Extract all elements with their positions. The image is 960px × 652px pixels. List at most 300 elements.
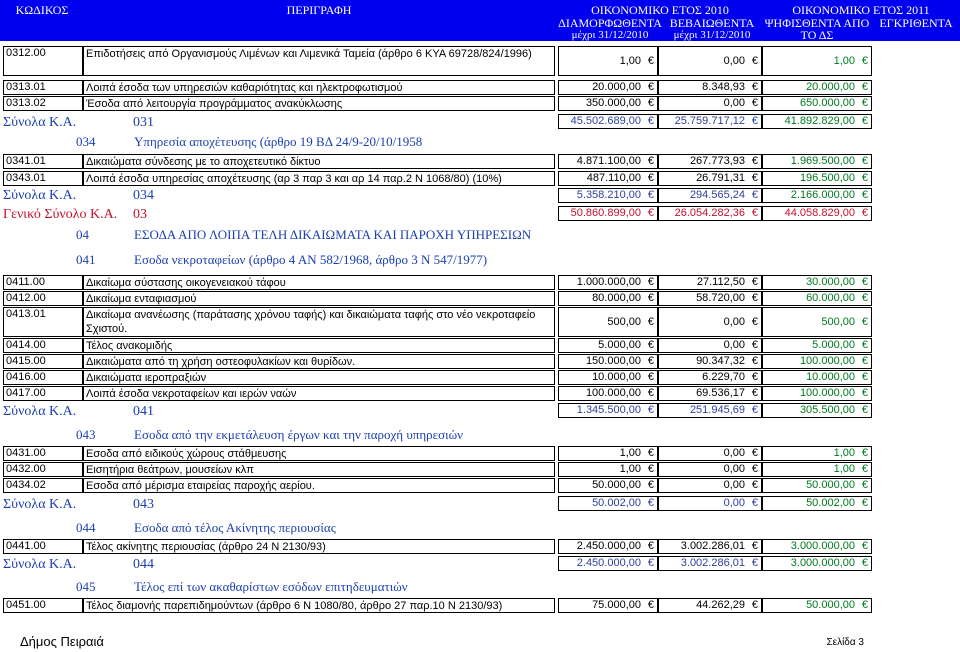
subtotal-label: Σύνολα Κ.Α. (3, 115, 77, 130)
amount: 5.000,00 (812, 339, 855, 351)
subtotal-label: Σύνολα Κ.Α. (3, 188, 77, 203)
amount: 50.000,00 (806, 479, 855, 491)
euro-icon: € (861, 81, 868, 93)
value-v2 (658, 275, 762, 290)
subtotal-code: 03 (133, 207, 147, 222)
account-description: Εσοδα από ειδικούς χώρους στάθμευσης (83, 446, 555, 461)
section-code: 04 (76, 227, 89, 242)
value-v3 (762, 446, 872, 461)
euro-icon: € (861, 540, 868, 552)
section-code: 043 (76, 427, 96, 442)
amount: 3.002.286,01 (680, 540, 745, 552)
euro-icon: € (751, 540, 758, 552)
value-v1 (558, 80, 658, 95)
amount: 196.500,00 (799, 172, 855, 184)
account-description: Δικαίωμα ανανέωσης (παράτασης χρόνου ταφής) και δικαιώματα ταφής στο νέο νεκροταφείο Σχιστού. (83, 307, 555, 337)
table-row (0, 291, 960, 306)
value-v3 (762, 96, 872, 111)
value-v1 (558, 114, 658, 129)
amount: 3.000.000,00 (790, 540, 855, 552)
amount: 1,00 (833, 55, 855, 67)
account-code: 0312.00 (3, 46, 83, 76)
section-code: 044 (76, 520, 96, 535)
value-v2 (658, 114, 762, 129)
subtotal-code: 041 (133, 404, 154, 419)
amount: 44.262,29 (696, 599, 745, 611)
value-v3 (762, 462, 872, 477)
amount: 500,00 (821, 316, 855, 328)
value-v3 (762, 403, 872, 418)
euro-icon: € (647, 387, 654, 399)
value-v2 (658, 478, 762, 493)
euro-icon: € (751, 55, 758, 67)
header-diamorfothenta-date: μέχρι 31/12/2010 (571, 29, 649, 41)
value-v2 (658, 154, 762, 169)
value-v3 (762, 154, 872, 169)
page-number: Σελίδα 3 (826, 637, 864, 648)
value-v1 (558, 291, 658, 306)
value-v2 (658, 370, 762, 385)
account-description: Δικαίωμα σύστασης οικογενειακού τάφου (83, 275, 555, 290)
value-v2 (658, 307, 762, 337)
table-row (0, 539, 960, 554)
amount: 0,00 (723, 463, 745, 475)
euro-icon: € (647, 207, 654, 219)
value-v3 (762, 354, 872, 369)
account-code: 0411.00 (3, 275, 83, 290)
value-v1 (558, 403, 658, 418)
section-title: Υπηρεσία αποχέτευσης (άρθρο 19 ΒΔ 24/9-20/10/1958 (134, 134, 423, 149)
amount: 100.000,00 (799, 355, 855, 367)
amount: 20.000,00 (592, 81, 641, 93)
subtotal-row (0, 188, 960, 204)
euro-icon: € (751, 189, 758, 201)
account-description: Δικαιώματα από τη χρήση οστεοφυλακίων και θυρίδων. (83, 354, 555, 369)
euro-icon: € (861, 189, 868, 201)
amount: 6.229,70 (702, 371, 745, 383)
header-bebaiothenta-date: μέχρι 31/12/2010 (673, 29, 751, 41)
subtotal-label: Γενικό Σύνολο Κ.Α. (3, 207, 118, 222)
header-bebaiothenta: ΒΕΒΑΙΩΘΕΝΤΑ (669, 16, 755, 30)
table-row (0, 46, 960, 76)
amount: 26.054.282,36 (674, 207, 745, 219)
subtotal-label: Σύνολα Κ.Α. (3, 404, 77, 419)
euro-icon: € (751, 339, 758, 351)
section-title: Τέλος επί των ακαθαρίστων εσόδων επιτηδευματιών (134, 579, 408, 594)
account-description: Εσοδα από μέρισμα εταιρείας παροχής αερίου. (83, 478, 555, 493)
value-v2 (658, 539, 762, 554)
amount: 3.002.286,01 (680, 557, 745, 569)
euro-icon: € (647, 404, 654, 416)
amount: 25.759.717,12 (674, 115, 745, 127)
subtotal-row (0, 114, 960, 132)
table-row (0, 446, 960, 461)
header-diamorfothenta: ΔΙΑΜΟΡΦΩΘΕΝΤΑ (558, 16, 662, 30)
account-description: Τέλος ακίνητης περιουσίας (άρθρο 24 Ν 2130/93) (83, 539, 555, 554)
table-row (0, 386, 960, 401)
euro-icon: € (751, 447, 758, 459)
euro-icon: € (647, 479, 654, 491)
amount: 1.345.500,00 (576, 404, 641, 416)
value-v1 (558, 338, 658, 353)
value-v3 (762, 478, 872, 493)
section-title: Εσοδα από τέλος Ακίνητης περιουσίας (134, 520, 336, 535)
table-row (0, 154, 960, 169)
table-row (0, 96, 960, 111)
header-description: ΠΕΡΙΓΡΑΦΗ (286, 3, 352, 17)
value-v1 (558, 446, 658, 461)
value-v3 (762, 114, 872, 129)
account-code: 0313.01 (3, 80, 83, 95)
value-v2 (658, 556, 762, 571)
section-code: 041 (76, 252, 96, 267)
value-v1 (558, 478, 658, 493)
amount: 75.000,00 (592, 599, 641, 611)
amount: 1.000.000,00 (576, 276, 641, 288)
header-egkrithenta: ΕΓΚΡΙΘΕΝΤΑ (879, 16, 953, 30)
value-v1 (558, 46, 658, 76)
amount: 0,00 (723, 447, 745, 459)
value-v3 (762, 171, 872, 186)
amount: 305.500,00 (799, 404, 855, 416)
amount: 50.000,00 (592, 479, 641, 491)
euro-icon: € (861, 172, 868, 184)
euro-icon: € (647, 55, 654, 67)
subtotal-row (0, 403, 960, 420)
euro-icon: € (751, 292, 758, 304)
account-description: Τέλος ανακομιδής (83, 338, 555, 353)
euro-icon: € (861, 316, 868, 328)
amount: 0,00 (723, 316, 745, 328)
account-code: 0414.00 (3, 338, 83, 353)
euro-icon: € (861, 404, 868, 416)
section-heading (0, 518, 960, 538)
grand-total-row (0, 206, 960, 223)
section-code: 045 (76, 579, 96, 594)
amount: 60.000,00 (806, 292, 855, 304)
value-v3 (762, 539, 872, 554)
value-v2 (658, 386, 762, 401)
value-v2 (658, 446, 762, 461)
euro-icon: € (647, 155, 654, 167)
table-row (0, 462, 960, 477)
value-v2 (658, 496, 762, 511)
value-v2 (658, 462, 762, 477)
euro-icon: € (861, 355, 868, 367)
euro-icon: € (751, 463, 758, 475)
account-code: 0451.00 (3, 598, 83, 613)
euro-icon: € (647, 463, 654, 475)
account-code: 0412.00 (3, 291, 83, 306)
value-v2 (658, 188, 762, 203)
amount: 80.000,00 (592, 292, 641, 304)
amount: 2.450.000,00 (576, 557, 641, 569)
value-v1 (558, 354, 658, 369)
euro-icon: € (861, 463, 868, 475)
account-description: Εισητήρια θεάτρων, μουσείων κλπ (83, 462, 555, 477)
account-description: Δικαιώματα σύνδεσης με το αποχετευτικό δίκτυο (83, 154, 555, 169)
amount: 3.000.000,00 (790, 557, 855, 569)
amount: 100.000,00 (799, 387, 855, 399)
table-row (0, 598, 960, 613)
value-v3 (762, 556, 872, 571)
subtotal-row (0, 496, 960, 513)
value-v2 (658, 403, 762, 418)
account-code: 0441.00 (3, 539, 83, 554)
euro-icon: € (861, 557, 868, 569)
value-v3 (762, 206, 872, 221)
euro-icon: € (751, 479, 758, 491)
account-code: 0431.00 (3, 446, 83, 461)
value-v3 (762, 275, 872, 290)
account-code: 0343.01 (3, 171, 83, 186)
euro-icon: € (751, 371, 758, 383)
euro-icon: € (861, 387, 868, 399)
value-v1 (558, 598, 658, 613)
table-row (0, 338, 960, 353)
value-v2 (658, 171, 762, 186)
euro-icon: € (861, 55, 868, 67)
account-code: 0415.00 (3, 354, 83, 369)
table-row (0, 275, 960, 290)
amount: 20.000,00 (806, 81, 855, 93)
value-v1 (558, 96, 658, 111)
table-row (0, 370, 960, 385)
section-heading (0, 133, 960, 151)
subtotal-code: 034 (133, 188, 154, 203)
euro-icon: € (647, 172, 654, 184)
amount: 8.348,93 (702, 81, 745, 93)
euro-icon: € (861, 115, 868, 127)
euro-icon: € (647, 447, 654, 459)
table-row (0, 478, 960, 493)
euro-icon: € (647, 497, 654, 509)
value-v1 (558, 370, 658, 385)
account-code: 0341.01 (3, 154, 83, 169)
value-v3 (762, 370, 872, 385)
account-description: Δικαιώματα ιεροπραξιών (83, 370, 555, 385)
amount: 10.000,00 (592, 371, 641, 383)
euro-icon: € (751, 172, 758, 184)
table-row (0, 80, 960, 95)
account-description: Λοιπά έσοδα νεκροταφείων και ιερών ναών (83, 386, 555, 401)
amount: 2.450.000,00 (576, 540, 641, 552)
amount: 487.110,00 (586, 172, 641, 184)
value-v1 (558, 386, 658, 401)
value-v2 (658, 80, 762, 95)
value-v3 (762, 307, 872, 337)
amount: 267.773,93 (689, 155, 745, 167)
section-heading (0, 250, 960, 270)
section-code: 034 (76, 134, 96, 149)
amount: 41.892.829,00 (784, 115, 855, 127)
account-description: Λοιπά έσοδα υπηρεσίας αποχέτευσης (αρ 3 παρ 3 και αρ 14 παρ.2 Ν 1068/80) (10%) (83, 171, 555, 186)
amount: 1,00 (619, 447, 641, 459)
section-title: ΕΣΟΔΑ ΑΠΟ ΛΟΙΠΑ ΤΕΛΗ ΔΙΚΑΙΩΜΑΤΑ ΚΑΙ ΠΑΡΟΧΗ ΥΠΗΡΕΣΙΩΝ (134, 227, 532, 242)
subtotal-code: 043 (133, 497, 154, 512)
value-v1 (558, 171, 658, 186)
header-budget-2011: ΟΙΚΟΝΟΜΙΚΟ ΕΤΟΣ 2011 (792, 3, 930, 17)
account-description: Έσοδα από λειτουργία προγράμματος ανακύκλωσης (83, 96, 555, 111)
euro-icon: € (751, 497, 758, 509)
account-code: 0417.00 (3, 386, 83, 401)
account-description: Επιδοτήσεις από Οργανισμούς Λιμένων και Λιμενικά Ταμεία (άρθρο 6 ΚΥΑ 69728/824/1996) (83, 46, 555, 76)
euro-icon: € (647, 81, 654, 93)
header-code: ΚΩΔΙΚΟΣ (15, 3, 69, 17)
subtotal-code: 044 (133, 557, 154, 572)
euro-icon: € (647, 189, 654, 201)
amount: 50.000,00 (806, 599, 855, 611)
euro-icon: € (751, 355, 758, 367)
euro-icon: € (751, 557, 758, 569)
value-v2 (658, 96, 762, 111)
euro-icon: € (751, 115, 758, 127)
value-v1 (558, 539, 658, 554)
account-description: Τέλος διαμονής παρεπιδημούντων (άρθρο 6 Ν 1080/80, άρθρο 27 παρ.10 Ν 2130/93) (83, 598, 555, 613)
value-v3 (762, 80, 872, 95)
account-code: 0313.02 (3, 96, 83, 111)
value-v2 (658, 206, 762, 221)
euro-icon: € (647, 557, 654, 569)
amount: 251.945,69 (689, 404, 745, 416)
amount: 50.002,00 (806, 497, 855, 509)
euro-icon: € (647, 540, 654, 552)
amount: 150.000,00 (585, 355, 641, 367)
amount: 0,00 (723, 339, 745, 351)
subtotal-row (0, 556, 960, 573)
amount: 58.720,00 (696, 292, 745, 304)
value-v3 (762, 46, 872, 76)
euro-icon: € (861, 97, 868, 109)
amount: 5.358.210,00 (576, 189, 641, 201)
amount: 5.000,00 (598, 339, 641, 351)
value-v3 (762, 496, 872, 511)
value-v3 (762, 338, 872, 353)
value-v2 (658, 338, 762, 353)
amount: 4.871.100,00 (576, 155, 641, 167)
amount: 69.536,17 (696, 387, 745, 399)
amount: 1.969.500,00 (790, 155, 855, 167)
euro-icon: € (751, 316, 758, 328)
value-v3 (762, 386, 872, 401)
euro-icon: € (751, 155, 758, 167)
euro-icon: € (861, 497, 868, 509)
euro-icon: € (751, 276, 758, 288)
euro-icon: € (647, 115, 654, 127)
amount: 26.791,31 (696, 172, 745, 184)
value-v2 (658, 598, 762, 613)
euro-icon: € (861, 207, 868, 219)
table-header (0, 0, 960, 41)
subtotal-label: Σύνολα Κ.Α. (3, 557, 77, 572)
section-title: Εσοδα από την εκμετάλευση έργων και την παροχή υπηρεσιών (134, 427, 464, 442)
section-heading (0, 577, 960, 597)
euro-icon: € (861, 339, 868, 351)
amount: 2.166.000,00 (790, 189, 855, 201)
euro-icon: € (647, 355, 654, 367)
value-v2 (658, 46, 762, 76)
table-row (0, 171, 960, 186)
euro-icon: € (861, 479, 868, 491)
account-code: 0413.01 (3, 307, 83, 337)
account-code: 0416.00 (3, 370, 83, 385)
amount: 294.565,24 (689, 189, 745, 201)
section-title: Εσοδα νεκροταφείων (άρθρο 4 ΑΝ 582/1968, άρθρο 3 Ν 547/1977) (134, 252, 488, 267)
amount: 90.347,32 (696, 355, 745, 367)
amount: 45.502.689,00 (570, 115, 641, 127)
table-row (0, 307, 960, 337)
euro-icon: € (751, 404, 758, 416)
amount: 44.058.829,00 (784, 207, 855, 219)
amount: 50.002,00 (592, 497, 641, 509)
header-psifisthenta: ΨΗΦΙΣΘΕΝΤΑ ΑΠΟ (764, 16, 870, 30)
header-budget-2010: ΟΙΚΟΝΟΜΙΚΟ ΕΤΟΣ 2010 (591, 3, 729, 17)
euro-icon: € (647, 339, 654, 351)
amount: 650.000,00 (799, 97, 855, 109)
amount: 1,00 (619, 463, 641, 475)
euro-icon: € (751, 207, 758, 219)
value-v1 (558, 307, 658, 337)
euro-icon: € (647, 316, 654, 328)
amount: 0,00 (723, 479, 745, 491)
amount: 350.000,00 (585, 97, 641, 109)
euro-icon: € (751, 599, 758, 611)
header-psifisthenta-ds: ΤΟ ΔΣ (800, 28, 834, 42)
euro-icon: € (647, 276, 654, 288)
amount: 1,00 (833, 463, 855, 475)
euro-icon: € (751, 97, 758, 109)
amount: 27.112,50 (696, 276, 745, 288)
amount: 10.000,00 (806, 371, 855, 383)
table-row (0, 354, 960, 369)
value-v1 (558, 188, 658, 203)
euro-icon: € (751, 387, 758, 399)
section-heading (0, 425, 960, 445)
value-v2 (658, 291, 762, 306)
account-description: Δικαίωμα ενταφιασμού (83, 291, 555, 306)
value-v1 (558, 496, 658, 511)
value-v1 (558, 462, 658, 477)
amount: 1,00 (833, 447, 855, 459)
amount: 100.000,00 (585, 387, 641, 399)
section-heading (0, 223, 960, 247)
amount: 50.860.899,00 (570, 207, 641, 219)
value-v3 (762, 291, 872, 306)
euro-icon: € (647, 97, 654, 109)
value-v3 (762, 598, 872, 613)
euro-icon: € (861, 155, 868, 167)
euro-icon: € (751, 81, 758, 93)
euro-icon: € (861, 276, 868, 288)
value-v2 (658, 354, 762, 369)
account-code: 0434.02 (3, 478, 83, 493)
subtotal-label: Σύνολα Κ.Α. (3, 497, 77, 512)
subtotal-code: 031 (133, 115, 154, 130)
amount: 0,00 (723, 497, 745, 509)
amount: 0,00 (723, 55, 745, 67)
value-v1 (558, 154, 658, 169)
euro-icon: € (861, 371, 868, 383)
value-v1 (558, 556, 658, 571)
euro-icon: € (647, 371, 654, 383)
value-v1 (558, 275, 658, 290)
euro-icon: € (861, 292, 868, 304)
amount: 0,00 (723, 97, 745, 109)
euro-icon: € (861, 599, 868, 611)
amount: 30.000,00 (806, 276, 855, 288)
account-description: Λοιπά έσοδα των υπηρεσιών καθαριότητας και ηλεκτροφωτισμού (83, 80, 555, 95)
value-v3 (762, 188, 872, 203)
